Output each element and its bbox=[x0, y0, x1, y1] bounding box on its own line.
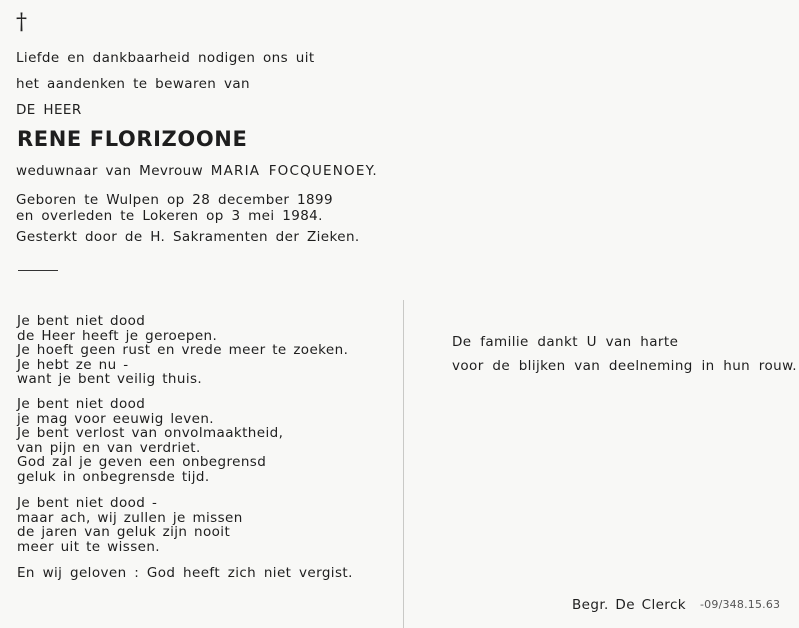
born-line: Geboren te Wulpen op 28 december 1899 bbox=[16, 192, 334, 208]
cross-icon: † bbox=[16, 10, 27, 35]
intro-line-1: Liefde en dankbaarheid nodigen ons uit bbox=[16, 50, 315, 66]
poem-stanza-3 bbox=[17, 496, 243, 554]
poem-line: de jaren van geluk zijn nooit bbox=[17, 524, 231, 541]
poem-line: God zal je geven een onbegrensd bbox=[17, 454, 267, 471]
sacraments-line: Gesterkt door de H. Sakramenten der Zieken. bbox=[16, 229, 360, 245]
poem-line: Je bent niet dood - bbox=[17, 495, 158, 511]
spouse-prefix: weduwnaar van Mevrouw bbox=[16, 163, 204, 179]
deceased-name: RENE FLORIZOONE bbox=[17, 127, 248, 151]
title-prefix: DE HEER bbox=[16, 102, 82, 118]
poem-line: Je bent verlost van onvolmaaktheid, bbox=[17, 425, 284, 442]
thanks-line-1: De familie dankt U van harte bbox=[452, 334, 679, 350]
poem-line: geluk in onbegrensde tijd. bbox=[17, 468, 210, 485]
poem-line: want je bent veilig thuis. bbox=[17, 371, 203, 388]
card-fold-line bbox=[403, 300, 404, 628]
poem-line: de Heer heeft je geroepen. bbox=[17, 327, 218, 344]
poem-line: Je bent niet dood bbox=[17, 313, 146, 329]
poem-stanza-1 bbox=[17, 314, 348, 387]
poem-line: je mag voor eeuwig leven. bbox=[17, 410, 215, 427]
undertaker-credit: Begr. De Clerck bbox=[572, 597, 686, 613]
spouse-line bbox=[16, 165, 378, 179]
died-line: en overleden te Lokeren op 3 mei 1984. bbox=[16, 208, 323, 224]
poem-line: van pijn en van verdriet. bbox=[17, 439, 201, 456]
poem-line: Je hebt ze nu - bbox=[17, 356, 129, 373]
poem-line: Je bent niet dood bbox=[17, 396, 146, 412]
phone-stamp: -09/348.15.63 bbox=[700, 598, 781, 611]
intro-line-2: het aandenken te bewaren van bbox=[16, 76, 250, 92]
poem-line: meer uit te wissen. bbox=[17, 538, 160, 555]
thanks-line-2: voor de blijken van deelneming in hun rouw. bbox=[452, 358, 797, 374]
poem-stanza-2 bbox=[17, 397, 283, 485]
poem-line: Je hoeft geen rust en vrede meer te zoeken. bbox=[17, 342, 349, 359]
divider bbox=[18, 270, 58, 271]
poem-closing: En wij geloven : God heeft zich niet vergist. bbox=[17, 565, 353, 581]
spouse-name: MARIA FOCQUENOEY. bbox=[210, 163, 378, 179]
poem-line: maar ach, wij zullen je missen bbox=[17, 509, 243, 526]
